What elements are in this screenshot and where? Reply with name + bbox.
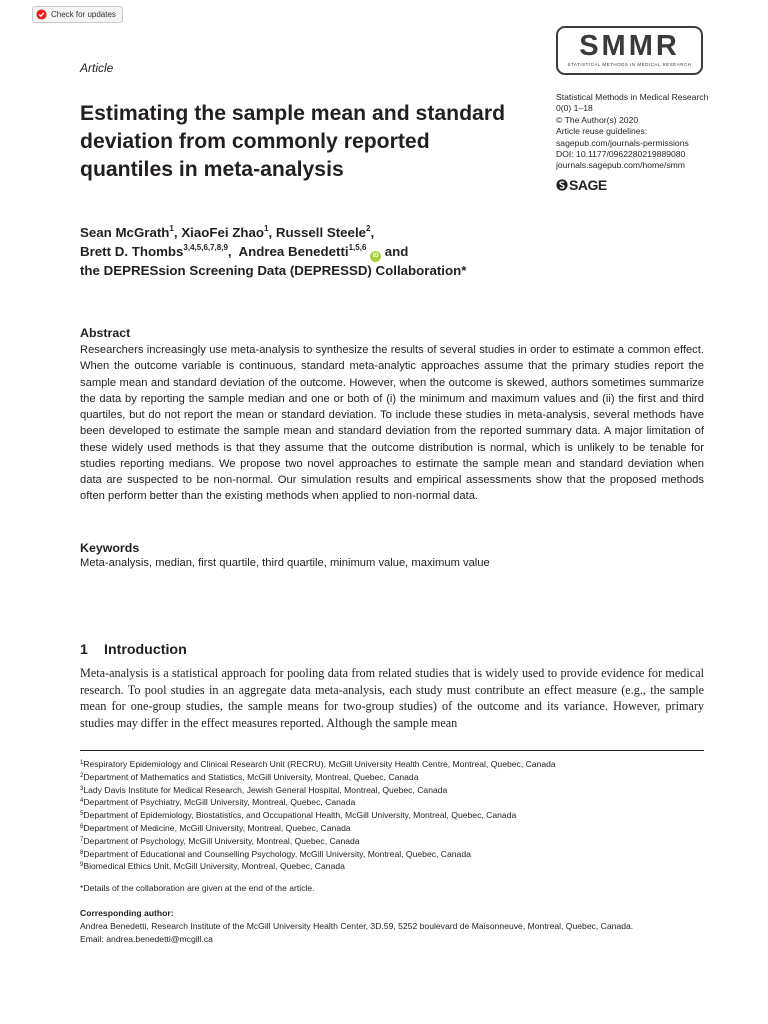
author-affiliation: 3,4,5,6,7,8,9	[183, 242, 228, 252]
affiliation-item	[80, 771, 720, 784]
author-list	[80, 224, 580, 280]
author-separator: ,	[227, 243, 239, 259]
author-affiliation: 2	[366, 224, 371, 233]
publisher-name: SAGE	[569, 177, 607, 193]
doi[interactable]: DOI: 10.1177/0962280219889080	[556, 149, 686, 160]
author-separator: ,	[370, 225, 375, 240]
affiliation-item	[80, 796, 720, 809]
affiliation-number: 1	[80, 760, 84, 766]
journal-logo	[556, 26, 703, 75]
collaboration-footnote: *Details of the collaboration are given at the end of the article.	[80, 883, 315, 893]
author-name[interactable]: Brett D. Thombs	[80, 243, 184, 259]
affiliation-text: Biomedical Ethics Unit, McGill University, Montreal, Quebec, Canada	[83, 861, 345, 872]
affiliation-text: Department of Medicine, McGill University, Montreal, Quebec, Canada	[83, 822, 351, 833]
reuse-guidelines-label: Article reuse guidelines:	[556, 126, 648, 137]
affiliation-text: Respiratory Epidemiology and Clinical Research Unit (RECRU), McGill University Health Centre, Montreal, Quebec, Canada	[83, 759, 556, 769]
author-affiliation: 1,5,6	[348, 242, 367, 252]
journal-meta	[556, 92, 708, 172]
journal-logo-subtitle: STATISTICAL METHODS IN MEDICAL RESEARCH	[567, 62, 692, 67]
authors-conjunction: and	[381, 243, 409, 259]
journal-name: Statistical Methods in Medical Research	[556, 92, 709, 102]
author-name[interactable]: Andrea Benedetti	[238, 243, 349, 259]
affiliation-text: Department of Psychology, McGill University, Montreal, Quebec, Canada	[83, 835, 360, 846]
affiliation-text: Lady Davis Institute for Medical Research, Jewish General Hospital, Montreal, Quebec, Canada	[83, 784, 448, 795]
author-affiliation: 1	[169, 224, 174, 233]
affiliation-number: 5	[80, 811, 84, 818]
section-heading-introduction	[80, 642, 187, 658]
corresponding-address: Andrea Benedetti, Research Institute of the McGill University Health Center, 3D.59, 5252 boulevard de Maisonneuve, Montreal, Quebec, Canada.	[80, 921, 634, 931]
abstract-heading: Abstract	[80, 326, 131, 340]
affiliation-item	[80, 848, 720, 861]
check-for-updates-label: Check for updates	[51, 10, 116, 19]
author-affiliation: 1	[264, 224, 269, 233]
footnote-divider	[80, 750, 704, 751]
abstract-text: Researchers increasingly use meta-analysis to synthesize the results of several studies in order to estimate a common effect. When the outcome variable is continuous, standard meta-analytic approaches assume that the primary studies report the sample mean and standard deviation of the outcome. However, when the outcome is skewed, authors sometimes summarize the data by reporting the sample median and one or both of (i) the minimum and maximum values and (ii) the first and third quartiles, but do not report the mean or standard deviation. To include these studies in meta-analysis, several methods have been developed to estimate the sample mean and standard deviation from the reported summary data. A major limitation of these widely used methods is that they assume that the outcome distribution is normal, which is unlikely to be tenable for studies reporting medians. We propose two novel approaches to estimate the sample mean and standard deviation when data are suspected to be non-normal. Our simulation results and empirical assessments show that the proposed methods often perform better than the existing methods when applied to non-normal data.	[80, 344, 704, 503]
affiliation-list	[80, 758, 720, 873]
section-number: 1	[80, 642, 88, 658]
publisher-logo	[556, 177, 607, 193]
affiliation-number: 7	[80, 836, 84, 843]
affiliation-number: 6	[80, 823, 84, 830]
corresponding-author-details	[80, 920, 720, 946]
article-title: Estimating the sample mean and standard deviation from commonly reported quantiles in meta-analysis	[80, 102, 506, 181]
author-separator: ,	[268, 225, 276, 240]
affiliation-item	[80, 809, 720, 822]
keywords-text: Meta-analysis, median, first quartile, third quartile, minimum value, maximum value	[80, 557, 490, 569]
permissions-link[interactable]: sagepub.com/journals-permissions	[556, 137, 689, 148]
journal-logo-text: SMMR	[579, 30, 680, 62]
corresponding-email[interactable]: Email: andrea.benedetti@mcgill.ca	[80, 933, 213, 944]
author-name[interactable]: Russell Steele	[275, 225, 367, 240]
affiliation-text: Department of Mathematics and Statistics, McGill University, Montreal, Quebec, Canada	[83, 771, 419, 782]
corresponding-author-heading: Corresponding author:	[80, 908, 174, 918]
affiliation-number: 4	[80, 798, 84, 805]
affiliation-item	[80, 860, 720, 873]
orcid-icon[interactable]: iD	[370, 251, 381, 262]
article-type-label: Article	[80, 61, 114, 75]
affiliation-text: Department of Epidemiology, Biostatistics, and Occupational Health, McGill University, Montreal, Quebec, Canada	[83, 810, 517, 821]
affiliation-text: Department of Psychiatry, McGill University, Montreal, Quebec, Canada	[83, 797, 356, 808]
volume-pages: 0(0) 1–18	[556, 103, 593, 114]
check-for-updates-button[interactable]	[32, 6, 123, 23]
author-name[interactable]: Sean McGrath	[80, 225, 170, 240]
affiliation-item	[80, 835, 720, 848]
introduction-paragraph: Meta-analysis is a statistical approach for pooling data from related studies that is widely used to provide evidence for medical research. To pool studies in an aggregate data meta-analysis, each study must contribute an effect measure (e.g., the sample mean for one-group studies, the sample means for two-group studies) of the outcome and its variance. However, primary studies may differ in the effect measures reported. Although the sample mean	[80, 666, 704, 730]
affiliation-text: Department of Educational and Counselling Psychology, McGill University, Montreal, Quebec, Canada	[83, 848, 471, 859]
journal-home-link[interactable]: journals.sagepub.com/home/smm	[556, 160, 685, 171]
affiliation-number: 9	[80, 862, 84, 869]
collaboration-name: the DEPRESsion Screening Data (DEPRESSD) Collaboration*	[80, 262, 467, 278]
affiliation-number: 2	[80, 772, 84, 779]
check-updates-icon	[36, 9, 47, 20]
keywords-heading: Keywords	[80, 541, 140, 555]
affiliation-item	[80, 784, 720, 797]
copyright: © The Author(s) 2020	[556, 114, 639, 125]
author-separator: ,	[173, 225, 182, 240]
sage-s-icon	[556, 178, 568, 192]
section-title: Introduction	[104, 642, 187, 658]
affiliation-item	[80, 822, 720, 835]
author-name[interactable]: XiaoFei Zhao	[181, 225, 265, 240]
affiliation-item	[80, 758, 720, 771]
affiliation-number: 8	[80, 849, 84, 856]
affiliation-number: 3	[80, 785, 84, 792]
